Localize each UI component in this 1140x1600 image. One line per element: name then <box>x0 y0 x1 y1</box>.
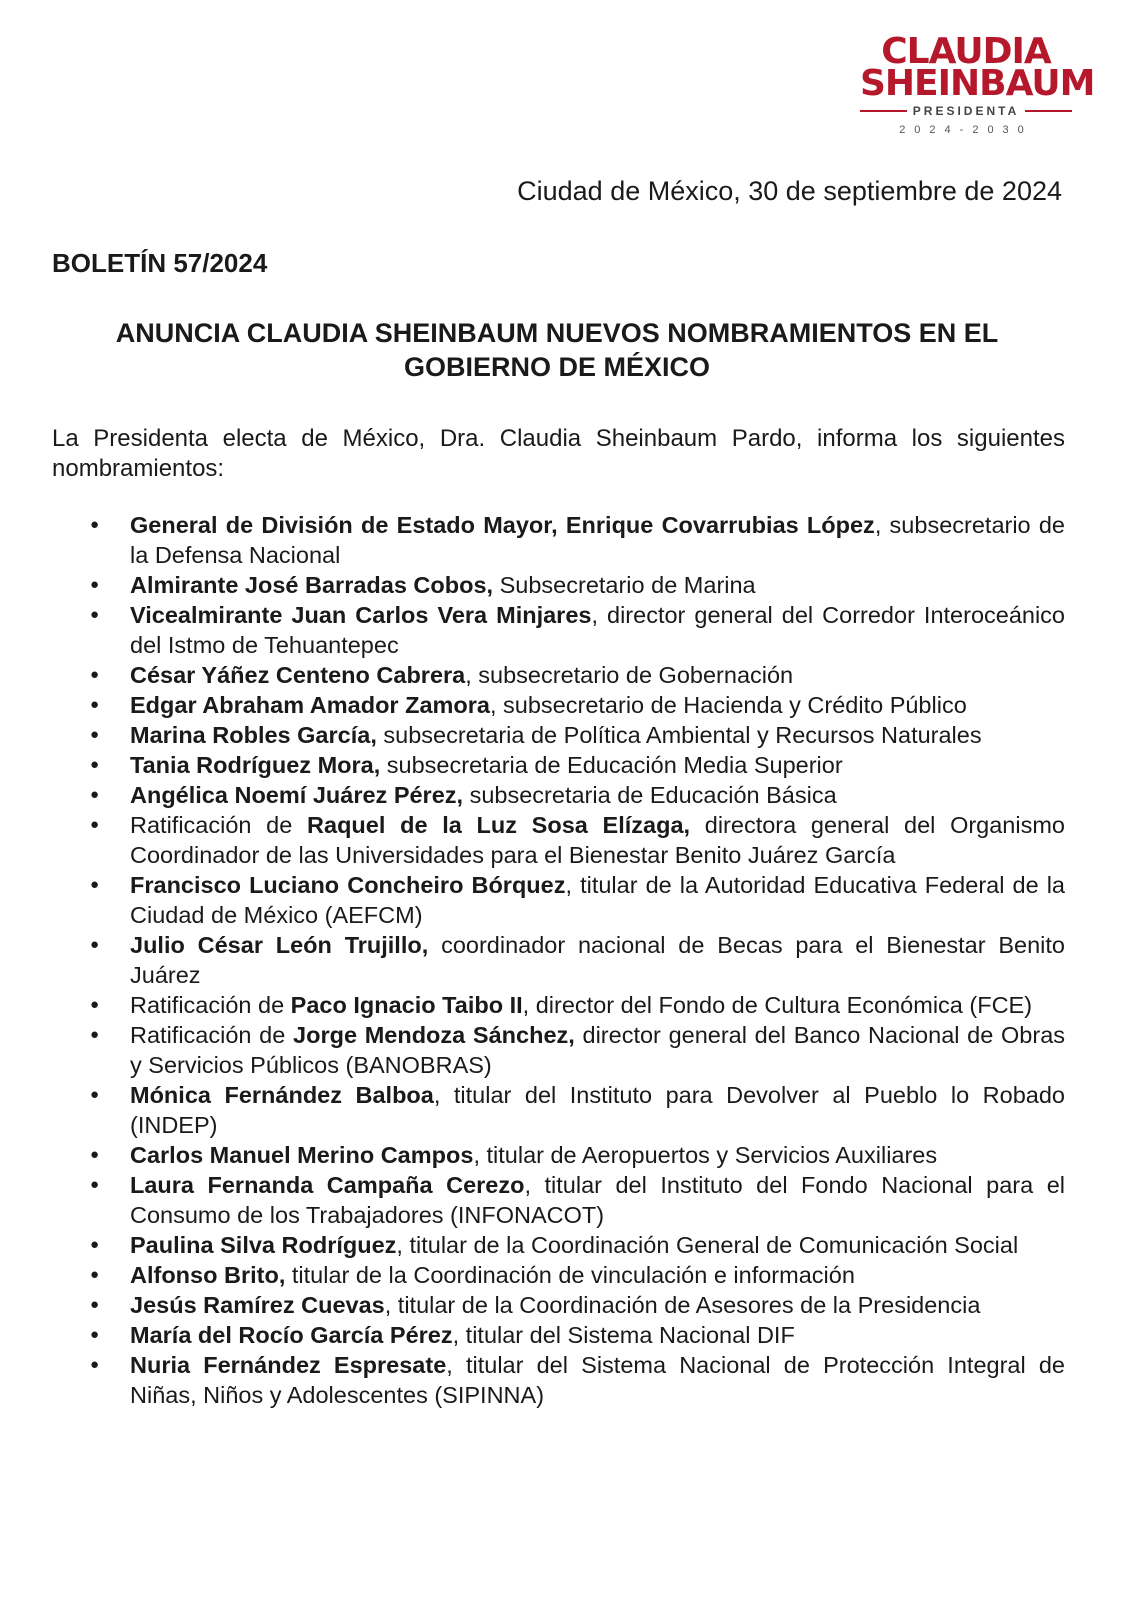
appointment-prefix: Ratificación de <box>130 1022 294 1048</box>
appointment-item <box>52 600 1065 660</box>
appointment-item <box>52 750 1065 780</box>
logo-subtitle <box>860 104 1072 118</box>
appointee-name: Angélica Noemí Juárez Pérez, <box>130 782 464 808</box>
appointee-name: Raquel de la Luz Sosa Elízaga, <box>307 812 691 838</box>
appointment-role: , subsecretario de la Defensa Nacional <box>130 512 1065 568</box>
appointment-role: , titular del Instituto para Devolver al Pueblo lo Robado (INDEP) <box>130 1082 1065 1138</box>
appointment-role: , titular de la Coordinación de Asesores de la Presidencia <box>384 1292 981 1318</box>
appointee-name: General de División de Estado Mayor, Enrique Covarrubias López <box>130 512 875 538</box>
appointment-role: coordinador nacional de Becas para el Bienestar Benito Juárez <box>130 932 1065 988</box>
appointment-item <box>52 690 1065 720</box>
appointment-role: , titular de la Coordinación General de Comunicación Social <box>396 1232 1019 1258</box>
appointment-role: subsecretaria de Educación Media Superior <box>380 752 843 778</box>
appointment-item <box>52 1260 1065 1290</box>
appointee-name: Carlos Manuel Merino Campos <box>130 1142 474 1168</box>
logo-years: 2024-2030 <box>899 124 1033 136</box>
appointment-item <box>52 510 1065 570</box>
appointee-name: Laura Fernanda Campaña Cerezo <box>130 1172 525 1198</box>
appointment-role: , subsecretario de Gobernación <box>465 662 794 688</box>
appointee-name: Paulina Silva Rodríguez <box>130 1232 397 1258</box>
appointee-name: Almirante José Barradas Cobos, <box>130 572 494 598</box>
appointee-name: César Yáñez Centeno Cabrera <box>130 662 466 688</box>
appointment-role: , titular de Aeropuertos y Servicios Auxiliares <box>473 1142 938 1168</box>
appointee-name: Tania Rodríguez Mora, <box>130 752 381 778</box>
appointment-role: , titular del Sistema Nacional de Protección Integral de Niñas, Niños y Adolescentes (SIPINNA) <box>130 1352 1066 1408</box>
appointment-item <box>52 1350 1065 1410</box>
bulletin-number: BOLETÍN 57/2024 <box>52 248 268 278</box>
appointment-prefix: Ratificación de <box>130 812 308 838</box>
appointment-role: director general del Banco Nacional de Obras y Servicios Públicos (BANOBRAS) <box>130 1022 1066 1078</box>
appointment-item <box>52 990 1065 1020</box>
appointment-role: subsecretaria de Educación Básica <box>463 782 837 808</box>
appointment-role: titular de la Coordinación de vinculación e información <box>285 1262 855 1288</box>
appointee-name: Jorge Mendoza Sánchez, <box>293 1022 575 1048</box>
appointment-role: , director general del Corredor Interoceánico del Istmo de Tehuantepec <box>130 602 1066 658</box>
campaign-logo <box>860 31 1095 136</box>
appointment-role: , titular del Sistema Nacional DIF <box>452 1322 795 1348</box>
appointment-item <box>52 1020 1065 1080</box>
appointment-item <box>52 780 1065 810</box>
appointee-name: Mónica Fernández Balboa <box>130 1082 434 1108</box>
appointment-item <box>52 720 1065 750</box>
appointment-role: , titular de la Autoridad Educativa Federal de la Ciudad de México (AEFCM) <box>130 872 1065 928</box>
appointee-name: Nuria Fernández Espresate <box>130 1352 447 1378</box>
appointments-list <box>52 510 1065 1410</box>
appointment-role: Subsecretario de Marina <box>493 572 756 598</box>
appointee-name: Vicealmirante Juan Carlos Vera Minjares <box>130 602 592 628</box>
appointee-name: Marina Robles García, <box>130 722 377 748</box>
appointment-item <box>52 1080 1065 1140</box>
appointment-item <box>52 1170 1065 1230</box>
appointment-item <box>52 930 1065 990</box>
appointee-name: Julio César León Trujillo, <box>130 932 429 958</box>
appointment-role: subsecretaria de Política Ambiental y Recursos Naturales <box>376 722 982 748</box>
appointee-name: Alfonso Brito, <box>130 1262 286 1288</box>
logo-line1: CLAUDIA <box>881 31 1051 72</box>
logo-line3: PRESIDENTA <box>912 104 1020 118</box>
appointment-item <box>52 1290 1065 1320</box>
appointment-prefix: Ratificación de <box>130 992 291 1018</box>
appointee-name: Francisco Luciano Concheiro Bórquez <box>130 872 566 898</box>
appointment-role: , director del Fondo de Cultura Económica (FCE) <box>522 992 1033 1018</box>
appointee-name: María del Rocío García Pérez <box>130 1322 453 1348</box>
appointee-name: Edgar Abraham Amador Zamora <box>130 692 490 718</box>
document-date: Ciudad de México, 30 de septiembre de 2024 <box>517 176 1062 206</box>
document-headline: ANUNCIA CLAUDIA SHEINBAUM NUEVOS NOMBRAMIENTOS EN EL GOBIERNO DE MÉXICO <box>115 318 999 382</box>
logo-rule-left <box>860 110 907 112</box>
appointment-item <box>52 1140 1065 1170</box>
intro-paragraph: La Presidenta electa de México, Dra. Claudia Sheinbaum Pardo, informa los siguientes nombramientos: <box>52 425 1065 482</box>
appointment-item <box>52 870 1065 930</box>
logo-rule-right <box>1025 110 1072 112</box>
appointment-item <box>52 1230 1065 1260</box>
appointee-name: Jesús Ramírez Cuevas <box>130 1292 385 1318</box>
appointment-item <box>52 570 1065 600</box>
appointment-item <box>52 660 1065 690</box>
appointment-role: , titular del Instituto del Fondo Nacional para el Consumo de los Trabajadores (INFONACOT) <box>130 1172 1065 1228</box>
appointment-item <box>52 810 1065 870</box>
appointment-role: directora general del Organismo Coordinador de las Universidades para el Bienestar Benito Juárez García <box>130 812 1065 868</box>
appointment-role: , subsecretario de Hacienda y Crédito Público <box>489 692 967 718</box>
appointee-name: Paco Ignacio Taibo II <box>290 992 523 1018</box>
appointment-item <box>52 1320 1065 1350</box>
logo-line2: SHEINBAUM <box>860 63 1095 104</box>
